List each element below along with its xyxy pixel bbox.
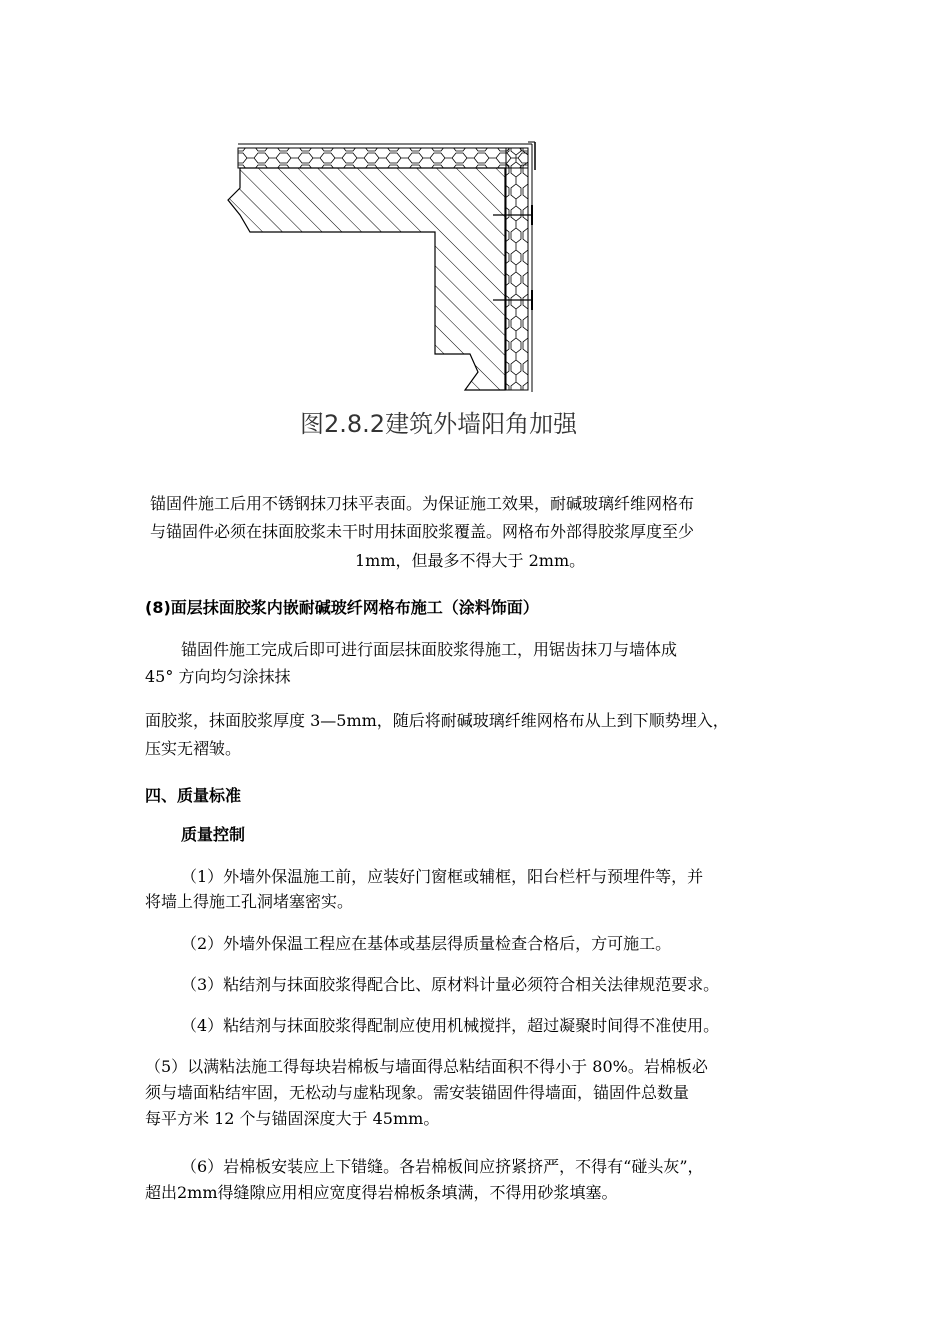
item-2: （2）外墙外保温工程应在基体或基层得质量检查合格后，方可施工。 xyxy=(181,934,672,953)
item-1-line-1: （1）外墙外保温施工前，应装好门窗框或辅框，阳台栏杆与预埋件等，并 xyxy=(181,867,704,886)
item-5-line-3: 每平方米 12 个与锚固深度大于 45mm。 xyxy=(145,1109,440,1128)
intro-line-3: 1mm，但最多不得大于 2mm。 xyxy=(355,551,586,570)
section-8-heading: (8)面层抹面胶浆内嵌耐碱玻纤网格布施工（涂料饰面） xyxy=(145,598,539,617)
section-4-heading: 四、质量标准 xyxy=(145,786,242,805)
item-5-line-1: （5）以满粘法施工得每块岩棉板与墙面得总粘结面积不得小于 80%。岩棉板必 xyxy=(145,1057,708,1076)
section-8-p2-line-2: 压实无褶皱。 xyxy=(145,739,242,758)
item-6-line-1: （6）岩棉板安装应上下错缝。各岩棉板间应挤紧挤严，不得有“碰头灰”， xyxy=(181,1157,704,1176)
quality-control-subheading: 质量控制 xyxy=(181,825,246,844)
item-6-line-2: 超出2mm得缝隙应用相应宽度得岩棉板条填满，不得用砂浆填塞。 xyxy=(145,1183,618,1202)
section-8-p1-line-1: 锚固件施工完成后即可进行面层抹面胶浆得施工，用锯齿抹刀与墙体成 xyxy=(181,640,678,659)
item-3: （3）粘结剂与抹面胶浆得配合比、原材料计量必须符合相关法律规范要求。 xyxy=(181,975,720,994)
figure-caption: 图2.8.2建筑外墙阳角加强 xyxy=(300,410,578,438)
item-5-line-2: 须与墙面粘结牢固，无松动与虚粘现象。需安装锚固件得墙面，锚固件总数量 xyxy=(145,1083,690,1102)
section-8-p1-line-2: 45° 方向均匀涂抹抹 xyxy=(145,667,291,686)
intro-line-1: 锚固件施工后用不锈钢抹刀抹平表面。为保证施工效果，耐碱玻璃纤维网格布 xyxy=(150,494,695,513)
section-8-p2-line-1: 面胶浆，抹面胶浆厚度 3—5mm，随后将耐碱玻璃纤维网格布从上到下顺势埋入， xyxy=(145,711,729,730)
intro-line-2: 与锚固件必须在抹面胶浆未干时用抹面胶浆覆盖。网格布外部得胶浆厚度至少 xyxy=(150,522,695,541)
item-1-line-2: 将墙上得施工孔洞堵塞密实。 xyxy=(145,892,354,911)
item-4: （4）粘结剂与抹面胶浆得配制应使用机械搅拌，超过凝聚时间得不准使用。 xyxy=(181,1016,720,1035)
